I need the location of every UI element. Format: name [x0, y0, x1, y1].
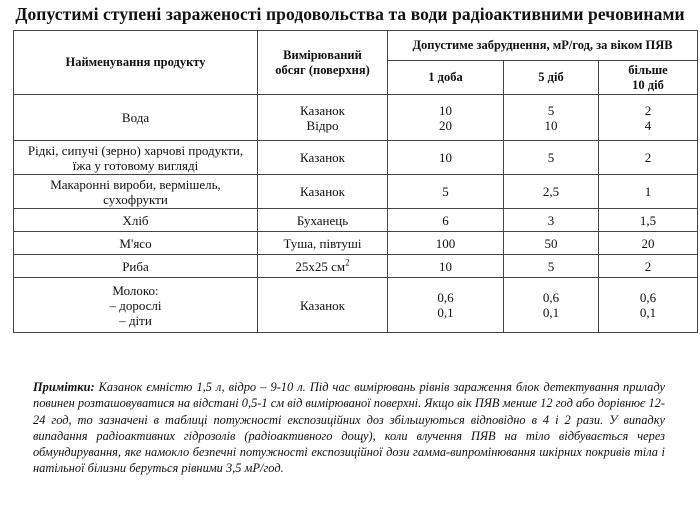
- value: 10: [439, 150, 452, 165]
- measure-value: Казанок: [300, 184, 345, 199]
- product-name: – діти: [119, 312, 152, 328]
- header-measured-line2: обсяг (поверхня): [275, 62, 370, 77]
- value-5-days: [504, 209, 599, 232]
- measure-value: Казанок: [300, 102, 345, 118]
- page-title: Допустимі ступені зараженості продовольства та води радіоактивними речовинами: [15, 4, 685, 24]
- value-1-day: [388, 175, 504, 209]
- product-cell: [14, 232, 258, 255]
- value: 5: [442, 184, 449, 199]
- value-5-days: [504, 175, 599, 209]
- value-10-days: [599, 232, 698, 255]
- header-5-days: 5 діб: [504, 61, 599, 95]
- product-name: М'ясо: [119, 235, 152, 251]
- value: 20: [439, 117, 452, 133]
- measure-value: Буханець: [296, 212, 349, 228]
- value: 2,5: [542, 184, 560, 199]
- header-10-days-line2: 10 діб: [632, 77, 664, 92]
- value-1-day: [388, 209, 504, 232]
- value: 2: [644, 150, 652, 165]
- product-cell: [14, 278, 258, 333]
- value: 0,6: [437, 290, 454, 305]
- value: 10: [544, 117, 558, 133]
- value: 0,6: [639, 290, 657, 305]
- table-row: [14, 141, 698, 175]
- product-name: Макаронні вироби, вермішель,: [50, 176, 221, 192]
- header-measured: [258, 31, 388, 95]
- measure-superscript: 2: [345, 257, 350, 268]
- measure-cell: [258, 278, 388, 333]
- value-10-days: [599, 209, 698, 232]
- value: 0,6: [542, 290, 560, 305]
- measure-value: Казанок: [300, 297, 345, 313]
- value: 0,1: [437, 305, 454, 320]
- value: 1: [644, 184, 652, 199]
- measure-cell: [258, 232, 388, 255]
- measure-value: 25х25 см: [295, 258, 346, 274]
- footnote-label: Примітки:: [33, 380, 95, 394]
- value: 20: [641, 235, 655, 251]
- measure-cell: [258, 95, 388, 141]
- product-cell: [14, 209, 258, 232]
- product-cell: [14, 175, 258, 209]
- table-row: [14, 232, 698, 255]
- value-1-day: [388, 278, 504, 333]
- value: 100: [435, 235, 456, 251]
- table-row: [14, 209, 698, 232]
- value: 4: [644, 117, 652, 133]
- footnote-text: Казанок ємністю 1,5 л, відро – 9-10 л. Під час вимірювань рівнів зараження блок детектування приладу повинен розташовуватися на відстані 0,5-1 см від вимірюваної поверхні. Якщо вік ПЯВ менше 12 год або дорівнює 12-24 год, то зазначені в таблиці потужності експозиційних доз збільшуються відповідно в 4 і 2 рази. У випадку випадання радіоактивних гідрозолів (радіоактивного дощу), коли влучення ПЯВ на тіло відбувається через обмундирування, яке намокло безпечні потужності експозиційної дози гамма-випромінювання шкірних покривів тіла і натільної білизни беруться рівними 3,5 мР/год.: [33, 380, 665, 476]
- measure-value: Відро: [306, 117, 339, 133]
- value-1-day: [388, 95, 504, 141]
- value: 10: [439, 258, 452, 274]
- table-row: [14, 95, 698, 141]
- value-10-days: [599, 141, 698, 175]
- measure-cell: [258, 141, 388, 175]
- value-1-day: [388, 255, 504, 278]
- measure-value: Казанок: [300, 150, 345, 165]
- table-header-row: [14, 31, 698, 61]
- header-product: Найменування продукту: [14, 31, 258, 95]
- product-name: їжа у готовому вигляді: [72, 157, 199, 173]
- product-cell: [14, 95, 258, 141]
- value-10-days: [599, 95, 698, 141]
- value: 50: [544, 235, 558, 251]
- value: 3: [547, 212, 555, 228]
- product-cell: [14, 141, 258, 175]
- header-allowed: Допустиме забруднення, мР/год, за віком ПЯВ: [388, 31, 698, 61]
- table-row: [14, 175, 698, 209]
- value: 5: [547, 150, 555, 165]
- product-name: – дорослі: [109, 297, 162, 313]
- table-row: [14, 255, 698, 278]
- value-1-day: [388, 232, 504, 255]
- product-name: Риба: [122, 258, 149, 274]
- value: 2: [644, 258, 652, 274]
- value-10-days: [599, 175, 698, 209]
- value: 0,1: [639, 305, 657, 320]
- value-10-days: [599, 255, 698, 278]
- value-5-days: [504, 255, 599, 278]
- product-name: Рідкі, сипучі (зерно) харчові продукти,: [27, 142, 244, 158]
- value-5-days: [504, 232, 599, 255]
- header-1-day: 1 доба: [388, 61, 504, 95]
- product-name: сухофрукти: [103, 191, 168, 207]
- table-row: [14, 278, 698, 333]
- product-name: Вода: [121, 110, 150, 125]
- value-10-days: [599, 278, 698, 333]
- value-5-days: [504, 278, 599, 333]
- value-1-day: [388, 141, 504, 175]
- header-measured-line1: Вимірюваний: [283, 47, 362, 62]
- header-10-days-line1: більше: [628, 62, 668, 77]
- value: 6: [442, 212, 449, 228]
- measure-cell: [258, 209, 388, 232]
- value-5-days: [504, 95, 599, 141]
- product-name: Хліб: [122, 212, 149, 228]
- footnote: [33, 379, 665, 477]
- value: 5: [547, 258, 555, 274]
- measure-cell: [258, 255, 388, 278]
- header-10-days: [599, 61, 698, 95]
- product-name: Молоко:: [112, 282, 159, 298]
- value: 10: [439, 102, 452, 118]
- value: 0,1: [542, 305, 560, 320]
- measure-cell: [258, 175, 388, 209]
- value: 2: [644, 102, 652, 118]
- value: 5: [547, 102, 555, 118]
- measure-value: Туша, півтуші: [283, 235, 362, 251]
- value-5-days: [504, 141, 599, 175]
- product-cell: [14, 255, 258, 278]
- value: 1,5: [639, 212, 657, 228]
- contamination-table: [13, 30, 698, 333]
